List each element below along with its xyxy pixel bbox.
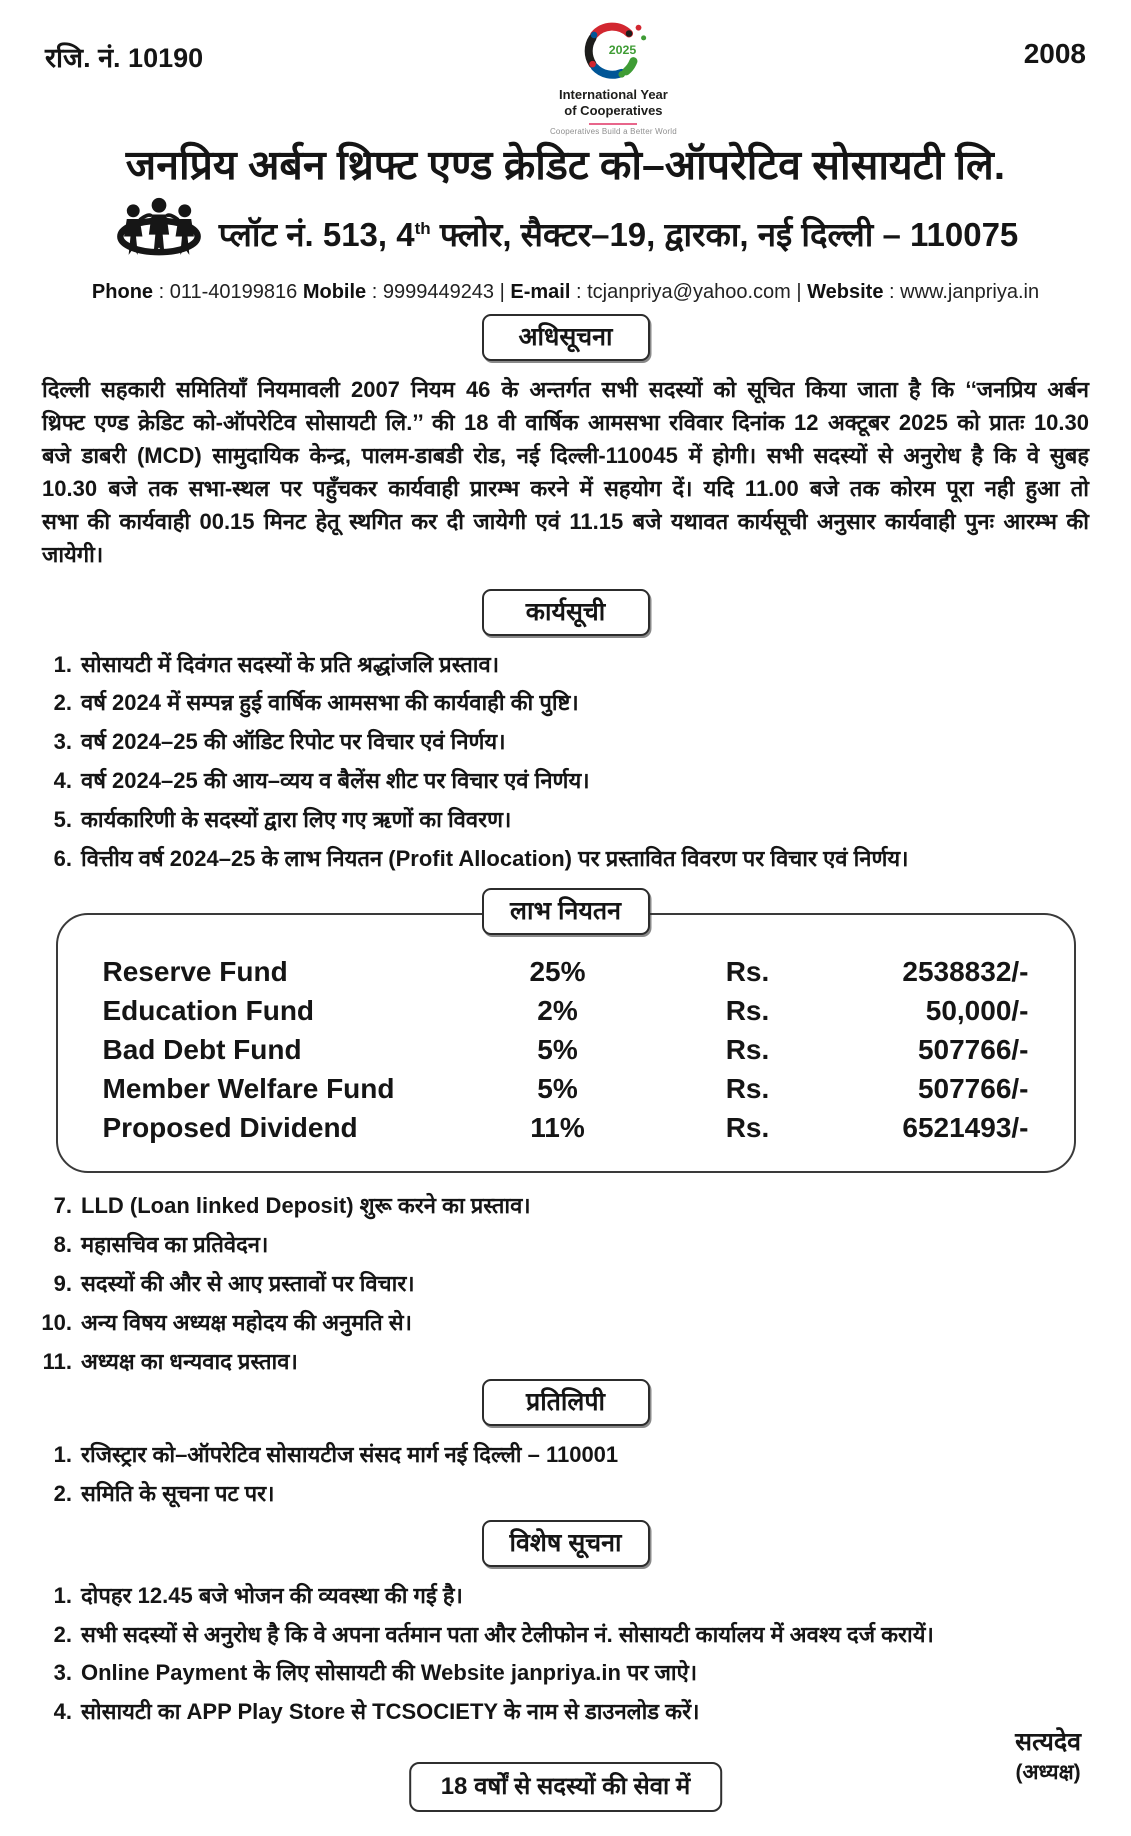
- website-label: Website: [807, 280, 884, 303]
- society-address: प्लॉट नं. 513, 4th फ्लोर, सैक्टर–19, द्वारका, नई दिल्ली – 110075: [218, 215, 1019, 253]
- service-years-banner: 18 वर्षों से सदस्यों की सेवा में: [409, 1762, 723, 1812]
- agenda-item-text: सदस्यों की और से आए प्रस्तावों पर विचार।: [81, 1270, 415, 1296]
- registration-number: रजि. नं. 10190: [45, 43, 204, 73]
- fund-name: Reserve Fund: [102, 956, 288, 988]
- copies-list: [26, 1440, 1101, 1510]
- special-item-number: 2.: [53, 1621, 72, 1647]
- agenda-item-text: वर्ष 2024 में सम्पन्न हुई वार्षिक आमसभा की कार्यवाही की पुष्टि।: [81, 690, 579, 716]
- agenda-item: [26, 1308, 1101, 1339]
- agenda-item-text: वर्ष 2024–25 की आय–व्यय व बैलेंस शीट पर विचार एवं निर्णय।: [81, 767, 590, 793]
- allocation-row: [103, 1034, 1029, 1066]
- fund-currency: Rs.: [725, 1034, 770, 1066]
- agenda-item: [26, 844, 1101, 875]
- society-people-icon: [113, 194, 205, 273]
- society-name: जनप्रिय अर्बन थ्रिफ्ट एण्ड क्रेडिट को–ऑपरेटिव सोसायटी लि.: [125, 142, 1006, 189]
- iyc-tagline: Cooperatives Build a Better World: [549, 126, 677, 136]
- fund-name: Member Welfare Fund: [102, 1073, 395, 1105]
- agenda-item: [26, 1269, 1101, 1300]
- iyc-title-line1: International Year: [558, 87, 668, 102]
- mobile-label: Mobile: [302, 280, 367, 303]
- agenda-item-text: LLD (Loan linked Deposit) शुरू करने का प्रस्ताव।: [81, 1193, 531, 1219]
- agenda-list-1-6: [26, 650, 1101, 875]
- agenda-item-text: वित्तीय वर्ष 2024–25 के लाभ नियतन (Profit Allocation) पर प्रस्तावित विवरण पर विचार एवं निर्णय।: [81, 845, 909, 871]
- copy-item: [26, 1479, 1101, 1510]
- allocation-section-title: लाभ नियतन: [482, 888, 650, 935]
- phone-label: Phone: [91, 280, 154, 303]
- fund-currency: Rs.: [725, 995, 770, 1027]
- agenda-item-number: 10.: [41, 1309, 72, 1335]
- fund-amount: 507766/-: [917, 1034, 1029, 1066]
- agenda-item: [26, 766, 1101, 797]
- special-item-number: 3.: [53, 1660, 72, 1686]
- allocation-row: [103, 1112, 1029, 1144]
- special-list: [26, 1581, 1101, 1728]
- agenda-item-text: वर्ष 2024–25 की ऑडिट रिपोट पर विचार एवं निर्णय।: [81, 729, 506, 755]
- mobile-value: : 9999449243 |: [366, 280, 511, 303]
- email-label: E-mail: [510, 280, 571, 303]
- agenda-item: [26, 688, 1101, 719]
- address-row: [0, 194, 1131, 273]
- agenda-item-number: 3.: [53, 729, 72, 755]
- fund-percent: 2%: [537, 995, 578, 1027]
- agenda-item-text: सोसायटी में दिवंगत सदस्यों के प्रति श्रद्धांजलि प्रस्ताव।: [81, 651, 500, 677]
- agenda-item-number: 2.: [53, 690, 72, 716]
- special-item-text: सभी सदस्यों से अनुरोध है कि वे अपना वर्तमान पता और टेलीफोन नं. सोसायटी कार्यालय में अवश्य दर्ज करायें।: [81, 1621, 934, 1647]
- notice-section-title: अधिसूचना: [482, 314, 650, 361]
- special-item: [26, 1581, 1101, 1612]
- fund-currency: Rs.: [725, 1073, 770, 1105]
- allocation-row: [103, 1073, 1029, 1105]
- copy-item-text: रजिस्ट्रार को–ऑपरेटिव सोसायटीज संसद मार्ग नई दिल्ली – 110001: [81, 1442, 619, 1468]
- allocation-row: [103, 995, 1029, 1027]
- fund-percent: 5%: [537, 1073, 578, 1105]
- cooperatives-circle-icon: [518, 16, 708, 86]
- fund-name: Education Fund: [102, 995, 315, 1027]
- notice-body: दिल्ली सहकारी समितियाँ नियमावली 2007 नियम 46 के अन्तर्गत सभी सदस्यों को सूचित किया जाता है कि ‘‘जनप्रिय अर्बन थ्रिफ्ट एण्ड क्रेडिट को-ऑपरेटिव सोसायटी लि.’’ की 18 वी वार्षिक आमसभा रविवार दिनांक 12 अक्टूबर 2025 को प्रातः 10.30 बजे डाबरी (MCD) सामुदायिक केन्द्र, पालम-डाबडी रोड, नई दिल्ली-110045 में होगी। सभी सदस्यों से अनुरोध है कि वे सुबह 10.30 बजे तक सभा-स्थल पर पहुँचकर कार्यवाही प्रारम्भ करने में सहयोग दें। यदि 11.00 बजे तक कोरम पूरा नही हुआ तो सभा की कार्यवाही 00.15 मिनट हेतू स्थगित कर दी जायेगी एवं 11.15 बजे यथावत कार्यसूची अनुसार कार्यवाही पुनः आरम्भ की जायेगी।: [42, 376, 1089, 567]
- iyc-divider: [589, 123, 637, 125]
- copies-section-title: प्रतिलिपी: [482, 1379, 650, 1426]
- fund-name: Proposed Dividend: [102, 1112, 358, 1144]
- fund-percent: 5%: [537, 1034, 578, 1066]
- special-item-text: दोपहर 12.45 बजे भोजन की व्यवस्था की गई है।: [81, 1582, 463, 1608]
- fund-amount: 507766/-: [917, 1073, 1029, 1105]
- fund-amount: 6521493/-: [902, 1112, 1029, 1144]
- fund-percent: 25%: [529, 956, 586, 988]
- special-item-number: 1.: [53, 1582, 72, 1608]
- agenda-list-7-11: [26, 1191, 1101, 1377]
- agenda-item-text: अन्य विषय अध्यक्ष महोदय की अनुमति से।: [81, 1309, 412, 1335]
- website-value: : www.janpriya.in: [883, 280, 1040, 303]
- fund-amount: 50,000/-: [925, 995, 1029, 1027]
- agenda-item-number: 7.: [53, 1193, 72, 1219]
- agenda-item-text: कार्यकारिणी के सदस्यों द्वारा लिए गए ऋणों का विवरण।: [81, 806, 512, 832]
- iyc-year-text: 2025: [609, 42, 637, 57]
- agenda-item-number: 6.: [53, 845, 72, 871]
- fund-name: Bad Debt Fund: [102, 1034, 302, 1066]
- agenda-item: [26, 805, 1101, 836]
- agenda-item: [26, 1230, 1101, 1261]
- iyc-title-line2: of Cooperatives: [564, 103, 663, 119]
- establishment-year: 2008: [1023, 38, 1086, 69]
- agenda-item-number: 5.: [53, 806, 72, 832]
- email-value: : tcjanpriya@yahoo.com |: [570, 280, 808, 303]
- fund-currency: Rs.: [725, 956, 770, 988]
- special-item-text: सोसायटी का APP Play Store से TCSOCIETY के नाम से डाउनलोड करें।: [81, 1699, 700, 1725]
- fund-percent: 11%: [530, 1112, 585, 1144]
- agenda-item: [26, 650, 1101, 681]
- iyc-2025-logo: [518, 16, 708, 136]
- agenda-section-title: कार्यसूची: [482, 589, 650, 636]
- agenda-item-number: 1.: [53, 651, 72, 677]
- special-item-text: Online Payment के लिए सोसायटी की Website janpriya.in पर जाऐ।: [81, 1660, 698, 1686]
- special-item-number: 4.: [53, 1699, 72, 1725]
- contact-line: [0, 281, 1131, 304]
- copy-item-number: 1.: [53, 1442, 72, 1468]
- agenda-item: [26, 1347, 1101, 1378]
- fund-amount: 2538832/-: [902, 956, 1029, 988]
- allocation-row: [103, 956, 1029, 988]
- top-bar: [0, 0, 1131, 136]
- agenda-item-number: 4.: [53, 767, 72, 793]
- special-section-title: विशेष सूचना: [482, 1520, 650, 1567]
- copy-item: [26, 1440, 1101, 1471]
- fund-currency: Rs.: [725, 1112, 770, 1144]
- agenda-item-number: 9.: [53, 1270, 72, 1296]
- special-item: [26, 1620, 1101, 1651]
- agenda-item: [26, 1191, 1101, 1222]
- agenda-item-text: अध्यक्ष का धन्यवाद प्रस्ताव।: [81, 1348, 298, 1374]
- agenda-item-number: 11.: [42, 1348, 72, 1374]
- footer: [0, 1728, 1131, 1836]
- special-item: [26, 1658, 1101, 1689]
- signatory-name: सत्यदेव: [1015, 1728, 1081, 1757]
- copy-item-text: समिति के सूचना पट पर।: [81, 1481, 275, 1507]
- signature-block: [1015, 1724, 1081, 1786]
- agenda-item: [26, 727, 1101, 758]
- agenda-item-number: 8.: [53, 1232, 72, 1258]
- special-item: [26, 1697, 1101, 1728]
- agenda-item-text: महासचिव का प्रतिवेदन।: [81, 1232, 269, 1258]
- allocation-section: [0, 888, 1131, 1173]
- allocation-table: [56, 913, 1076, 1173]
- signatory-role: (अध्यक्ष): [1015, 1761, 1081, 1785]
- copy-item-number: 2.: [53, 1481, 72, 1507]
- phone-value: : 011-40199816: [153, 280, 303, 303]
